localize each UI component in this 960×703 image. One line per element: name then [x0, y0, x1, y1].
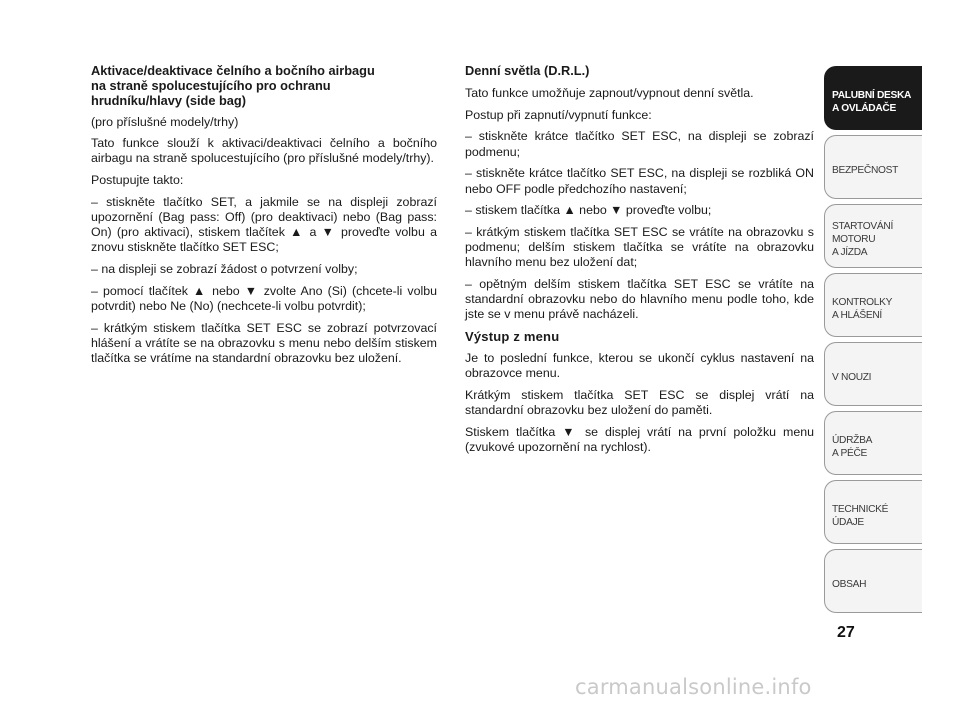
chapter-tabs	[824, 66, 922, 618]
tab-label: MOTORU	[832, 234, 876, 245]
heading-line: hrudníku/hlavy (side bag)	[91, 93, 247, 108]
tab-label: ÚDAJE	[832, 516, 864, 528]
tab-label: BEZPEČNOST	[832, 165, 899, 176]
paragraph: – stiskněte tlačítko SET, a jakmile se na displeji zobrazí upozornění (Bag pass: Off) (pro deaktivaci) nebo (Bag pass: On) (pro aktivaci), stiskem tlačítek ▲ a ▼ proveďte volbu a znovu stiskněte tlačítko SET ESC;	[91, 194, 437, 255]
page-number: 27	[837, 624, 855, 641]
tab-label: STARTOVÁNÍ	[832, 221, 893, 232]
tab-udrzba[interactable]	[824, 411, 922, 475]
tab-label: A HLÁŠENÍ	[832, 309, 882, 321]
tab-label: KONTROLKY	[832, 296, 893, 308]
heading-line: Aktivace/deaktivace čelního a bočního airbagu	[91, 63, 375, 78]
tab-label: TECHNICKÉ	[832, 503, 889, 515]
tab-v-nouzi[interactable]	[824, 342, 922, 406]
tab-label: OBSAH	[832, 579, 867, 590]
paragraph: Tato funkce umožňuje zapnout/vypnout denní světla.	[465, 86, 754, 100]
paragraph: Je to poslední funkce, kterou se ukončí cyklus nastavení na obrazovce menu.	[465, 350, 814, 381]
paragraph: Tato funkce slouží k aktivaci/deaktivaci čelního a bočního airbagu na straně spolucestujícího (pro příslušné modely/trhy).	[91, 136, 437, 166]
paragraph: Postupujte takto:	[91, 173, 184, 188]
watermark: carmanualsonline.info	[575, 675, 812, 699]
tab-label: A JÍZDA	[832, 247, 868, 258]
heading-note: (pro příslušné modely/trhy)	[91, 114, 239, 129]
left-column	[91, 63, 437, 373]
paragraph: – krátkým stiskem tlačítka SET ESC se vrátíte na obrazovku s podmenu; delším stiskem tlačítka se vrátíte na obrazovku hlavního menu bez uložení dat;	[465, 224, 814, 270]
tab-label: PALUBNÍ DESKA	[832, 89, 912, 101]
tab-palubni-deska[interactable]	[824, 66, 922, 130]
tab-label: V NOUZI	[832, 372, 872, 383]
paragraph: – opětným delším stiskem tlačítka SET ESC se vrátíte na standardní obrazovku nebo do hlavního menu podle toho, kde jste se v menu právě nacházeli.	[465, 277, 814, 322]
paragraph: Krátkým stiskem tlačítka SET ESC se displej vrátí na standardní obrazovku bez uložení do paměti.	[465, 387, 814, 417]
paragraph: – stiskněte krátce tlačítko SET ESC, na displeji se zobrazí podmenu;	[465, 129, 814, 159]
paragraph: Stiskem tlačítka ▼ se displej vrátí na první položku menu (zvukové upozornění na rychlost).	[465, 424, 814, 454]
paragraph: – pomocí tlačítek ▲ nebo ▼ zvolte Ano (Si) (chcete-li volbu potvrdit) nebo Ne (No) (nechcete-li volbu potvrdit);	[91, 283, 437, 314]
tab-kontrolky[interactable]	[824, 273, 922, 337]
paragraph: – krátkým stiskem tlačítka SET ESC se zobrazí potvrzovací hlášení a vrátíte se na obrazovku s menu nebo delším stiskem tlačítka se vrátíme na standardní obrazovku bez uložení.	[91, 320, 437, 366]
tab-label: A PÉČE	[832, 447, 868, 459]
paragraph: Postup při zapnutí/vypnutí funkce:	[465, 107, 652, 122]
right-column	[465, 63, 814, 462]
tab-startovani[interactable]	[824, 204, 922, 268]
airbag-section-heading	[91, 63, 437, 108]
tab-technicke-udaje[interactable]	[824, 480, 922, 544]
tab-label: A OVLÁDAČE	[832, 102, 896, 114]
exit-menu-heading: Výstup z menu	[465, 329, 560, 345]
tab-obsah[interactable]	[824, 549, 922, 613]
drl-section-heading: Denní světla (D.R.L.)	[465, 63, 590, 78]
tab-bezpecnost[interactable]	[824, 135, 922, 199]
paragraph: – na displeji se zobrazí žádost o potvrzení volby;	[91, 262, 358, 277]
heading-line: na straně spolucestujícího pro ochranu	[91, 78, 331, 93]
paragraph: – stiskem tlačítka ▲ nebo ▼ proveďte volbu;	[465, 203, 712, 218]
paragraph: – stiskněte krátce tlačítko SET ESC, na displeji se rozbliká ON nebo OFF podle předchozího nastavení;	[465, 166, 814, 196]
tab-label: ÚDRŽBA	[832, 434, 873, 446]
